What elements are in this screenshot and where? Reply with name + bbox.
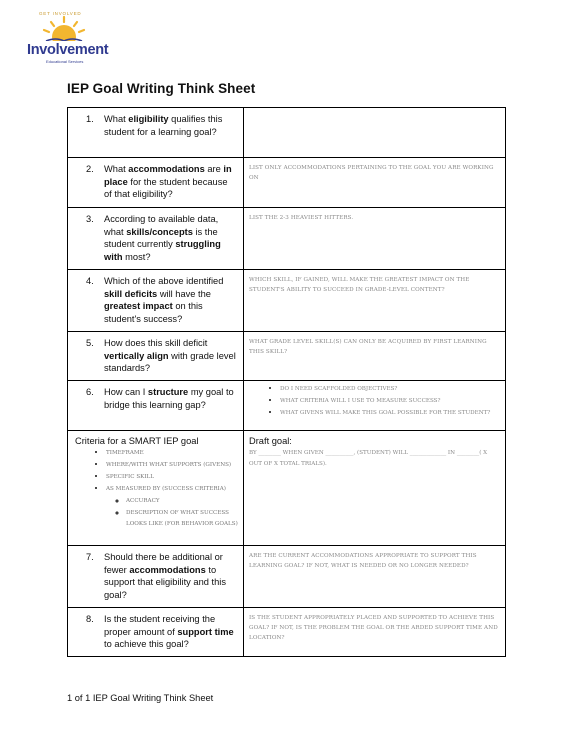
- hint-text: LIST ONLY ACCOMMODATIONS PERTAINING TO THE GOAL YOU ARE WORKING ON: [249, 165, 494, 181]
- question-text: How can I structure my goal to bridge this learning gap?: [104, 387, 234, 410]
- question-number: 8.: [86, 614, 94, 624]
- list-item: • TIMEFRAME: [106, 447, 243, 459]
- involvement-logo: [26, 8, 109, 64]
- question-number: 2.: [86, 164, 94, 174]
- question-number: 5.: [86, 338, 94, 348]
- hint-list: [244, 383, 505, 418]
- hint-text: LIST THE 2-3 HEAVIEST HITTERS.: [249, 215, 354, 221]
- question-text: How does this skill deficit vertically align with grade level standards?: [104, 338, 236, 374]
- answer-cell[interactable]: [244, 381, 506, 431]
- answer-cell[interactable]: [244, 608, 506, 657]
- list-item: • DO I NEED SCAFFOLDED OBJECTIVES?: [280, 383, 505, 395]
- draft-goal-cell[interactable]: [244, 431, 506, 546]
- question-text: Which of the above identified skill deficits will have the greatest impact on this student's success?: [104, 276, 224, 324]
- criteria-list: [68, 447, 243, 530]
- answer-cell[interactable]: [244, 332, 506, 381]
- list-item: • WHERE/WITH WHAT SUPPORTS (GIVENS): [106, 459, 243, 471]
- table-row: [68, 208, 506, 270]
- list-item: • WHAT CRITERIA WILL I USE TO MEASURE SUCCESS?: [280, 395, 505, 407]
- hint-text: WHAT GRADE LEVEL SKILL(S) CAN ONLY BE ACQUIRED BY FIRST LEARNING THIS SKILL?: [249, 339, 487, 355]
- answer-cell[interactable]: [244, 270, 506, 332]
- question-number: 7.: [86, 552, 94, 562]
- draft-goal-label: Draft goal:: [249, 436, 292, 446]
- table-row: [68, 270, 506, 332]
- table-row: [68, 108, 506, 158]
- page-footer: 1 of 1 IEP Goal Writing Think Sheet: [67, 693, 214, 703]
- hint-text: IS THE STUDENT APPROPRIATELY PLACED AND SUPPORTED TO ACHIEVE THIS GOAL? IF NOT, IS THE PROBLEM THE GOAL OR THE ARDED SUPPORT TIME AND LOCATION?: [249, 615, 498, 641]
- list-item: • WHAT GIVENS WILL MAKE THIS GOAL POSSIBLE FOR THE STUDENT?: [280, 407, 505, 419]
- criteria-sublist: [106, 495, 243, 530]
- logo-wordmark: Involvement: [27, 42, 109, 58]
- question-text: Is the student receiving the proper amount of support time to achieve this goal?: [104, 614, 234, 650]
- list-item: • AS MEASURED BY (SUCCESS CRITERIA) ◦ ACCURACY ◦ DESCRIPTION OF WHAT SUCCESS LOOKS LIKE (FOR BEHAVIOR GOALS): [106, 483, 243, 530]
- table-row: [68, 158, 506, 208]
- hint-text: WHICH SKILL, IF GAINED, WILL MAKE THE GREATEST IMPACT ON THE STUDENT'S ABILITY TO SUCCEED IN GRADE-LEVEL CONTENT?: [249, 277, 470, 293]
- think-sheet-table: [67, 107, 506, 657]
- table-row: [68, 332, 506, 381]
- table-row: [68, 608, 506, 657]
- question-text: According to available data, what skills/concepts is the student currently struggling with most?: [104, 214, 221, 262]
- question-number: 3.: [86, 214, 94, 224]
- criteria-label: Criteria for a SMART IEP goal: [75, 436, 199, 446]
- answer-cell[interactable]: [244, 208, 506, 270]
- answer-cell[interactable]: [244, 108, 506, 158]
- question-number: 6.: [86, 387, 94, 397]
- answer-cell[interactable]: [244, 158, 506, 208]
- draft-goal-template: BY ________ WHEN GIVEN __________, (STUDENT) WILL _____________ IN ________( X OUT OF X TOTAL TRIALS).: [249, 450, 488, 467]
- hint-text: ARE THE CURRENT ACCOMMODATIONS APPROPRIATE TO SUPPORT THIS LEARNING GOAL? IF NOT, WHAT IS NEEDED OR NO LONGER NEEDED?: [249, 553, 477, 569]
- question-text: What accommodations are in place for the student because of that eligibility?: [104, 164, 232, 200]
- table-row: [68, 381, 506, 431]
- logo-subtitle: Educational Services: [46, 59, 84, 64]
- list-item: • SPECIFIC SKILL: [106, 471, 243, 483]
- list-item: ◦ DESCRIPTION OF WHAT SUCCESS LOOKS LIKE (FOR BEHAVIOR GOALS): [126, 507, 243, 530]
- list-item: ◦ ACCURACY: [126, 495, 243, 507]
- sun-icon: [38, 8, 90, 44]
- table-row: [68, 546, 506, 608]
- question-number: 1.: [86, 114, 94, 124]
- question-text: What eligibility qualifies this student for a learning goal?: [104, 114, 223, 137]
- logo-tagline: GET INVOLVED: [39, 11, 82, 16]
- table-row: [68, 431, 506, 546]
- answer-cell[interactable]: [244, 546, 506, 608]
- page-title: IEP Goal Writing Think Sheet: [67, 81, 256, 96]
- question-number: 4.: [86, 276, 94, 286]
- question-text: Should there be additional or fewer accommodations to support that eligibility and this goal?: [104, 552, 226, 600]
